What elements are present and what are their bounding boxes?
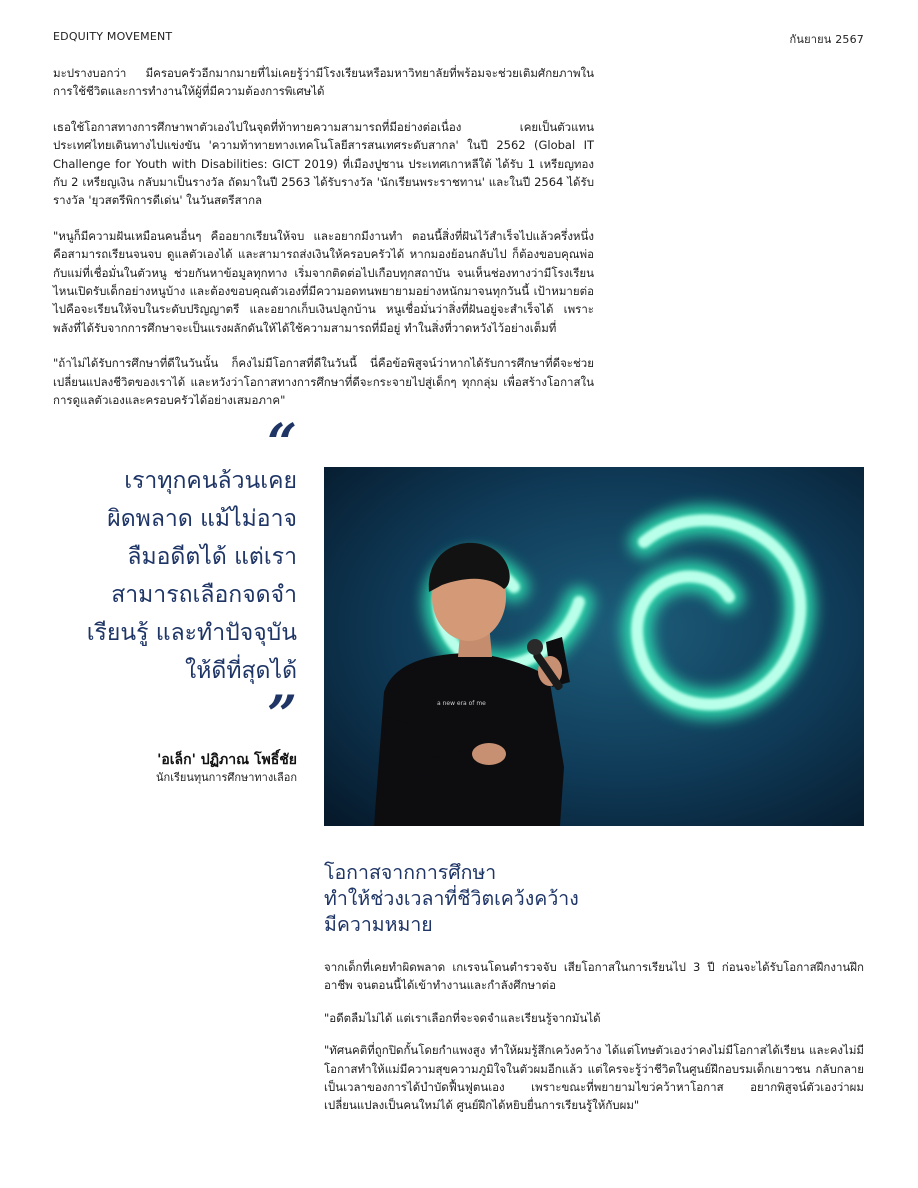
article-paragraph: เธอใช้โอกาสทางการศึกษาพาตัวเองไปในจุดที่ท้าทายความสามารถที่มีอย่างต่อเนื่อง เคยเป็นตัวแทนประเทศไทยเดินทางไปแข่งขัน 'ความท้าทายทางเทคโนโลยีสารสนเทศระดับสากล' ในปี 2562 (Global IT Challenge for Youth with Disabilities: GICT 2019) ที่เมืองปูซาน ประเทศเกาหลีใต้ ได้รับ 1 เหรียญทอง กับ 2 เหรียญเงิน กลับมาเป็นรางวัล ถัดมาในปี 2563 ได้รับรางวัล 'นักเรียนพระราชทาน' และในปี 2564 ได้รับรางวัล 'ยุวสตรีพิการดีเด่น' ในวันสตรีสากล: [53, 119, 594, 208]
section-heading-line: มีความหมาย: [324, 913, 433, 936]
close-quote-icon: ”: [267, 690, 297, 734]
open-quote-icon: “: [267, 418, 297, 462]
article-paragraph: "หนูก็มีความฝันเหมือนคนอื่นๆ คืออยากเรียนให้จบ และอยากมีงานทำ ตอนนี้สิ่งที่ฝันไว้สำเร็จไปแล้วครึ่งหนึ่ง คือสามารถเรียนจนจบ ดูแลตัวเองได้ และสามารถส่งเงินให้ครอบครัวได้ หากมองย้อนกลับไป ก็ต้องขอบคุณพ่อกับแม่ที่เชื่อมั่นในตัวหนู ช่วยกันหาข้อมูลทุกทาง เริ่มจากติดต่อไปเกือบทุกสถาบัน จนเห็นช่องทางว่ามีโรงเรียนไหนเปิดรับเด็กอย่างหนูบ้าง และต้องขอบคุณตัวเองที่มีความอดทนพยายามอย่างหนักมาจนทุกวันนี้ เป้าหมายต่อไปคือจะเรียนให้จบในระดับปริญญาตรี และอยากเก็บเงินปลูกบ้าน หนูเชื่อมั่นว่าสิ่งที่ฝันอยู่จะสำเร็จได้ เพราะพลังที่ได้รับจากการศึกษาจะเป็นแรงผลักดันให้ได้ใช้ความสามารถที่มีอยู่ ทำในสิ่งที่วาดหวังไว้อย่างเต็มที่: [53, 228, 594, 335]
section-heading-line: โอกาสจากการศึกษา: [324, 861, 497, 884]
pull-quote-line: ให้ดีที่สุดได้: [185, 658, 297, 684]
pull-quote-line: เรียนรู้ และทำปัจจุบัน: [86, 620, 297, 646]
article-paragraph: มะปรางบอกว่า มีครอบครัวอีกมากมายที่ไม่เคยรู้ว่ามีโรงเรียนหรือมหาวิทยาลัยที่พร้อมจะช่วยเติมศักยภาพในการใช้ชีวิตและการทำงานให้ผู้ที่มีความต้องการพิเศษได้: [53, 66, 594, 99]
issue-date: กันยายน 2567: [789, 33, 864, 46]
quote-author-name: 'อเล็ก' ปฏิภาณ โพธิ์ชัย: [157, 752, 297, 768]
speaker-photo-illustration: [324, 467, 864, 826]
section-heading: [324, 860, 864, 938]
section-paragraph: "อดีตลืมไม่ได้ แต่เราเลือกที่จะจดจำและเรียนรู้จากมันได้: [324, 1010, 601, 1025]
publisher-name: EDQUITY MOVEMENT: [53, 30, 173, 43]
section-paragraph: จากเด็กที่เคยทำผิดพลาด เกเรจนโดนตำรวจจับ เสียโอกาสในการเรียนไป 3 ปี ก่อนจะได้รับโอกาสฝึกงานฝึกอาชีพ จนตอนนี้ได้เข้าทำงานและกำลังศึกษาต่อ: [324, 960, 864, 993]
speaker-photo: [324, 467, 864, 826]
section-body: [324, 958, 864, 1129]
section-paragraph: "ทัศนคติที่ถูกปิดกั้นโดยกำแพงสูง ทำให้ผมรู้สึกเคว้งคว้าง ได้แต่โทษตัวเองว่าคงไม่มีโอกาสได้เรียน และคงไม่มีโอกาสทำให้แม่มีความสุขความภูมิใจในตัวผมอีกแล้ว แต่ใครจะรู้ว่าชีวิตในศูนย์ฝึกอบรมเด็กเยาวชน กลับกลายเป็นเวลาของการได้บำบัดฟื้นฟูตนเอง เพราะขณะที่พยายามไขว่คว้าหาโอกาส อยากพิสูจน์ตัวเองว่าผมเปลี่ยนแปลงเป็นคนใหม่ได้ ศูนย์ฝึกได้หยิบยื่นการเรียนรู้ให้กับผม": [324, 1043, 864, 1113]
quote-author-role: นักเรียนทุนการศึกษาทางเลือก: [156, 771, 297, 784]
pull-quote: [60, 418, 297, 786]
pull-quote-line: ผิดพลาด แม้ไม่อาจ: [107, 506, 297, 532]
pull-quote-line: สามารถเลือกจดจำ: [111, 582, 297, 608]
pull-quote-line: เราทุกคนล้วนเคย: [124, 468, 297, 494]
section-heading-line: ทำให้ช่วงเวลาที่ชีวิตเคว้งคว้าง: [324, 887, 579, 910]
article-body: [53, 64, 594, 427]
pull-quote-line: ลืมอดีตได้ แต่เรา: [127, 544, 297, 570]
shirt-text: a new era of me: [437, 700, 486, 707]
article-paragraph: "ถ้าไม่ได้รับการศึกษาที่ดีในวันนั้น ก็คงไม่มีโอกาสที่ดีในวันนี้ นี่คือข้อพิสูจน์ว่าหากได้รับการศึกษาที่ดีจะช่วยเปลี่ยนแปลงชีวิตของเราได้ และหวังว่าโอกาสทางการศึกษาที่ดีจะกระจายไปสู่เด็กๆ ทุกกลุ่ม เพื่อสร้างโอกาสในการดูแลตัวเองและครอบครัวได้อย่างเสมอภาค": [53, 356, 594, 408]
